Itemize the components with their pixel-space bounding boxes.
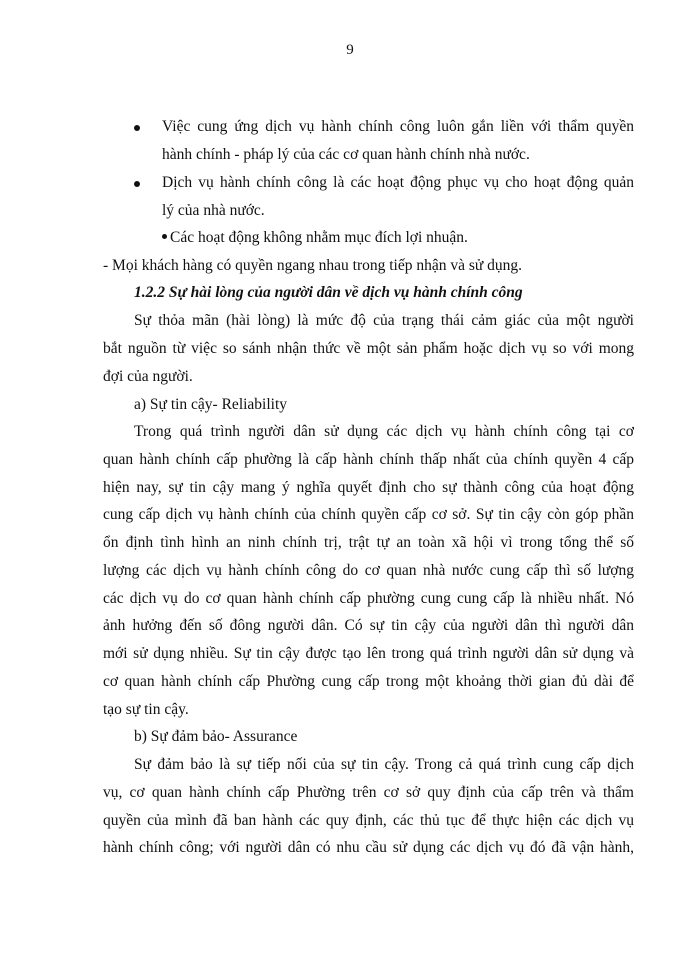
bullet-dot-icon — [162, 234, 167, 239]
subsection-b-title: b) Sự đảm bảo- Assurance — [134, 728, 298, 745]
inline-bullet-item — [162, 228, 468, 248]
subsection-a-line-7: các dịch vụ do cơ quan hành chính cấp phường cung cung cấp là nhiều nhất. Nó — [103, 590, 634, 607]
subsection-a-line-2: quan hành chính cấp phường là cấp hành chính thấp nhất của chính quyền 4 cấp — [103, 451, 634, 468]
bullet-dot-icon — [134, 125, 140, 131]
subsection-a-line-1: Trong quá trình người dân sử dụng các dịch vụ hành chính công tại cơ — [134, 423, 634, 440]
inline-bullet-text: Các hoạt động không nhằm mục đích lợi nhuận. — [170, 229, 468, 246]
subsection-a-line-11: tạo sự tin cậy. — [103, 701, 189, 718]
bullet-dot-icon — [134, 181, 140, 187]
bullet-2-line-2: lý của nhà nước. — [162, 202, 265, 219]
intro-line-3: đợi của người. — [103, 368, 193, 385]
bullet-1-line-2: hành chính - pháp lý của các cơ quan hành chính nhà nước. — [162, 146, 530, 163]
intro-line-2: bắt nguồn từ việc so sánh nhận thức về một sản phẩm hoặc dịch vụ so với mong — [103, 340, 634, 357]
subsection-b-line-2: vụ, cơ quan hành chính cấp Phường trên cơ sở quy định của cấp trên và thẩm — [103, 784, 634, 801]
subsection-a-line-8: ảnh hưởng đến số đông người dân. Có sự tin cậy của người dân thì người dân — [103, 617, 634, 634]
subsection-a-line-10: cơ quan hành chính cấp Phường cung cấp trong một khoảng thời gian đủ dài để — [103, 673, 634, 690]
subsection-b-line-4: hành chính công; với người dân có nhu cầu sử dụng các dịch vụ đó đã vận hành, — [103, 839, 634, 856]
subsection-b-line-3: quyền của mình đã ban hành các quy định, các thủ tục để thực hiện các dịch vụ — [103, 812, 634, 829]
page-number: 9 — [346, 42, 354, 58]
section-heading: 1.2.2 Sự hài lòng của người dân về dịch vụ hành chính công — [134, 284, 523, 301]
subsection-a-title: a) Sự tin cậy- Reliability — [134, 396, 288, 413]
subsection-b-line-1: Sự đảm bảo là sự tiếp nối của sự tin cậy. Trong cả quá trình cung cấp dịch — [134, 756, 634, 773]
subsection-a-line-6: lượng các dịch vụ hành chính công do cơ quan nhà nước cung cấp thì số lượng — [103, 562, 634, 579]
intro-line-1: Sự thỏa mãn (hài lòng) là mức độ của trạng thái cảm giác của một người — [134, 312, 634, 329]
bullet-1-line-1: Việc cung ứng dịch vụ hành chính công luôn gắn liền với thẩm quyền — [162, 118, 634, 135]
bullet-2-line-1: Dịch vụ hành chính công là các hoạt động phục vụ cho hoạt động quản — [162, 174, 634, 191]
subsection-a-line-5: ổn định tình hình an ninh chính trị, trật tự an toàn xã hội vì trong tổng thể số — [103, 534, 634, 551]
subsection-a-line-9: mới sử dụng nhiều. Sự tin cậy được tạo lên trong quá trình người dân sử dụng và — [103, 645, 634, 662]
subsection-a-line-4: cung cấp dịch vụ hành chính của chính quyền cấp cơ sở. Sự tin cậy còn góp phần — [103, 506, 634, 523]
dash-item: - Mọi khách hàng có quyền ngang nhau trong tiếp nhận và sử dụng. — [103, 257, 523, 274]
subsection-a-line-3: hiện nay, sự tin cậy mang ý nghĩa quyết định cho sự thành công của hoạt động — [103, 479, 634, 496]
